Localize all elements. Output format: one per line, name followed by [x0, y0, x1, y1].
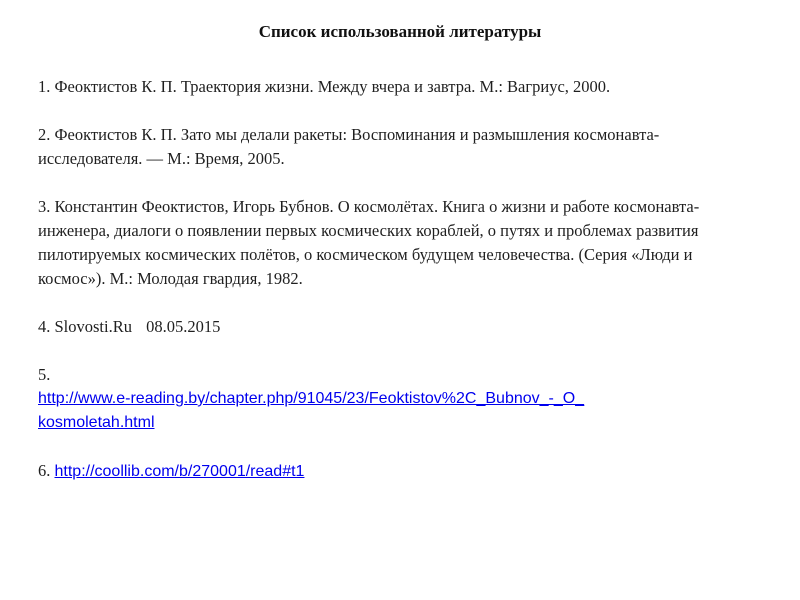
reference-number: 4.	[38, 317, 51, 336]
reference-date: 08.05.2015	[146, 317, 221, 336]
reference-item-5	[38, 363, 738, 435]
reference-list	[38, 75, 738, 508]
reference-item-4	[38, 315, 738, 339]
reference-item-6	[38, 459, 738, 484]
reference-number: 5.	[38, 365, 51, 384]
reference-text: Феоктистов К. П. Зато мы делали ракеты: Воспоминания и размышления космонавта-исследователя. — М.: Время, 2005.	[38, 125, 660, 168]
reference-link-coollib[interactable]: http://coollib.com/b/270001/read#t1	[54, 463, 305, 480]
reference-item-3	[38, 195, 738, 291]
reference-source: Slovosti.Ru	[54, 317, 132, 336]
reference-link-line-1[interactable]: http://www.e-reading.by/chapter.php/91045/23/Feoktistov%2C_Bubnov_-_O_	[38, 390, 585, 407]
reference-number: 3.	[38, 197, 51, 216]
reference-link-e-reading[interactable]	[38, 387, 738, 435]
reference-text: Феоктистов К. П. Траектория жизни. Между вчера и завтра. М.: Вагриус, 2000.	[54, 77, 611, 96]
reference-number: 2.	[38, 125, 51, 144]
reference-item-2	[38, 123, 738, 171]
reference-link-line-2[interactable]: kosmoletah.html	[38, 414, 155, 431]
page-title: Список использованной литературы	[258, 22, 542, 41]
reference-text: Константин Феоктистов, Игорь Бубнов. О космолётах. Книга о жизни и работе космонавта-инженера, диалоги о появлении первых космических кораблей, о путях и проблемах развития пилотируемых космических полётов, о космическом будущем человечества. (Серия «Люди и космос»). М.: Молодая гвардия, 1982.	[38, 197, 700, 288]
reference-number: 1.	[38, 77, 51, 96]
reference-number: 6.	[38, 461, 51, 480]
reference-item-1	[38, 75, 738, 99]
